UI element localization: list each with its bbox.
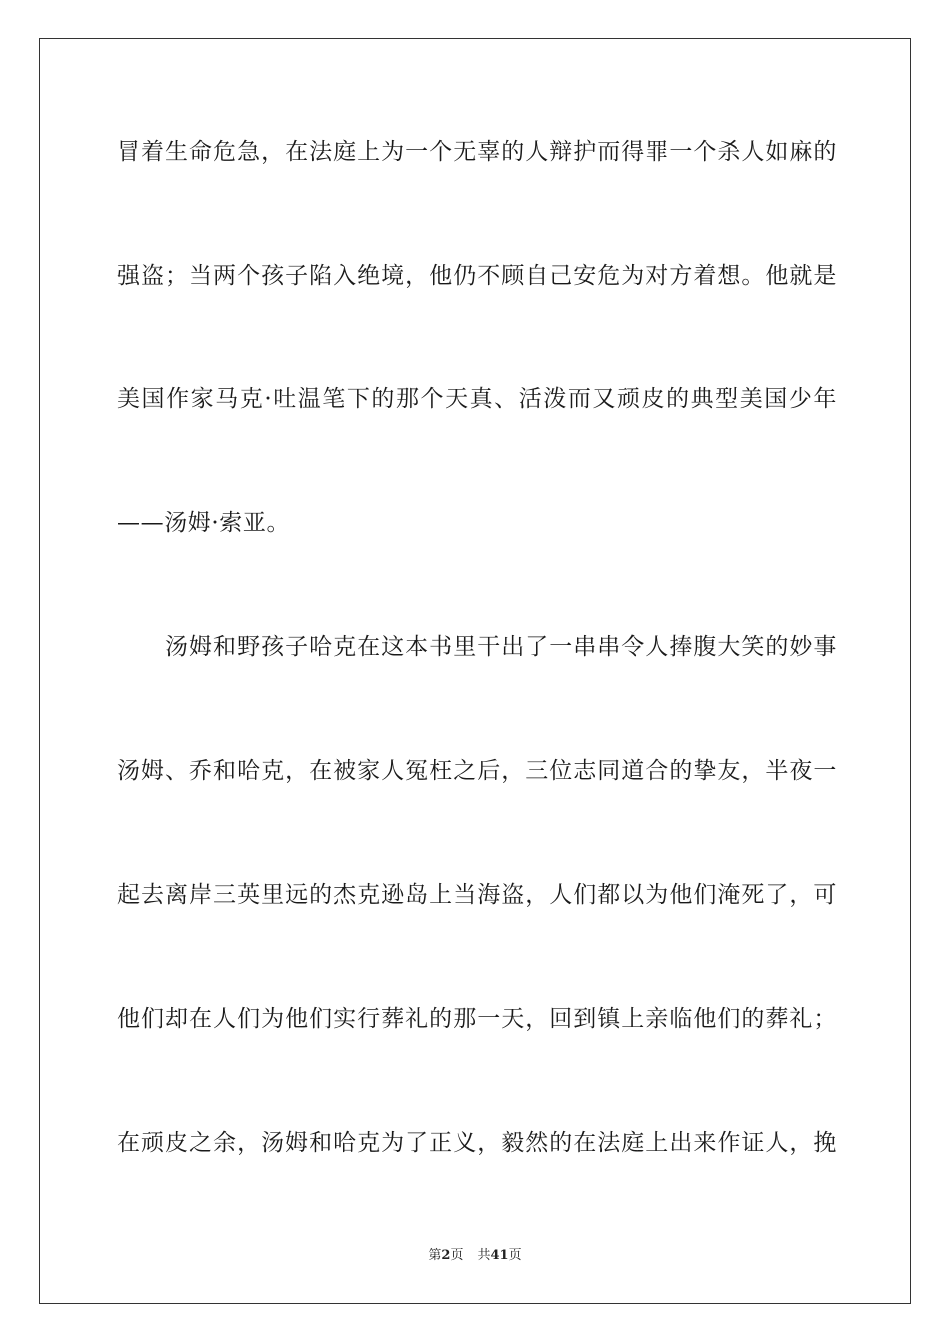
total-suffix: 页 xyxy=(508,1248,522,1263)
text-line-2: 强盗；当两个孩子陷入绝境，他仍不顾自己安危为对方着想。他就是 xyxy=(117,263,837,289)
page-footer xyxy=(0,1247,950,1265)
text-line-5: 汤姆和野孩子哈克在这本书里干出了一串串令人捧腹大笑的妙事 xyxy=(117,634,837,660)
text-line-9: 在顽皮之余，汤姆和哈克为了正义，毅然的在法庭上出来作证人，挽 xyxy=(117,1130,837,1156)
total-prefix: 共 xyxy=(477,1248,491,1263)
page-border xyxy=(39,38,911,1304)
text-line-7: 起去离岸三英里远的杰克逊岛上当海盗，人们都以为他们淹死了，可 xyxy=(117,882,837,908)
text-line-8: 他们却在人们为他们实行葬礼的那一天，回到镇上亲临他们的葬礼； xyxy=(117,1006,837,1032)
text-line-4: ——汤姆·索亚。 xyxy=(117,510,291,536)
text-line-3: 美国作家马克·吐温笔下的那个天真、活泼而又顽皮的典型美国少年 xyxy=(117,386,837,412)
page-number: 2 xyxy=(441,1248,451,1263)
total-pages: 41 xyxy=(490,1248,509,1263)
text-line-1: 冒着生命危急，在法庭上为一个无辜的人辩护而得罪一个杀人如麻的 xyxy=(117,139,837,165)
text-line-6: 汤姆、乔和哈克，在被家人冤枉之后，三位志同道合的挚友，半夜一 xyxy=(117,758,837,784)
page-prefix: 第 xyxy=(428,1248,442,1263)
page-suffix: 页 xyxy=(450,1248,464,1263)
